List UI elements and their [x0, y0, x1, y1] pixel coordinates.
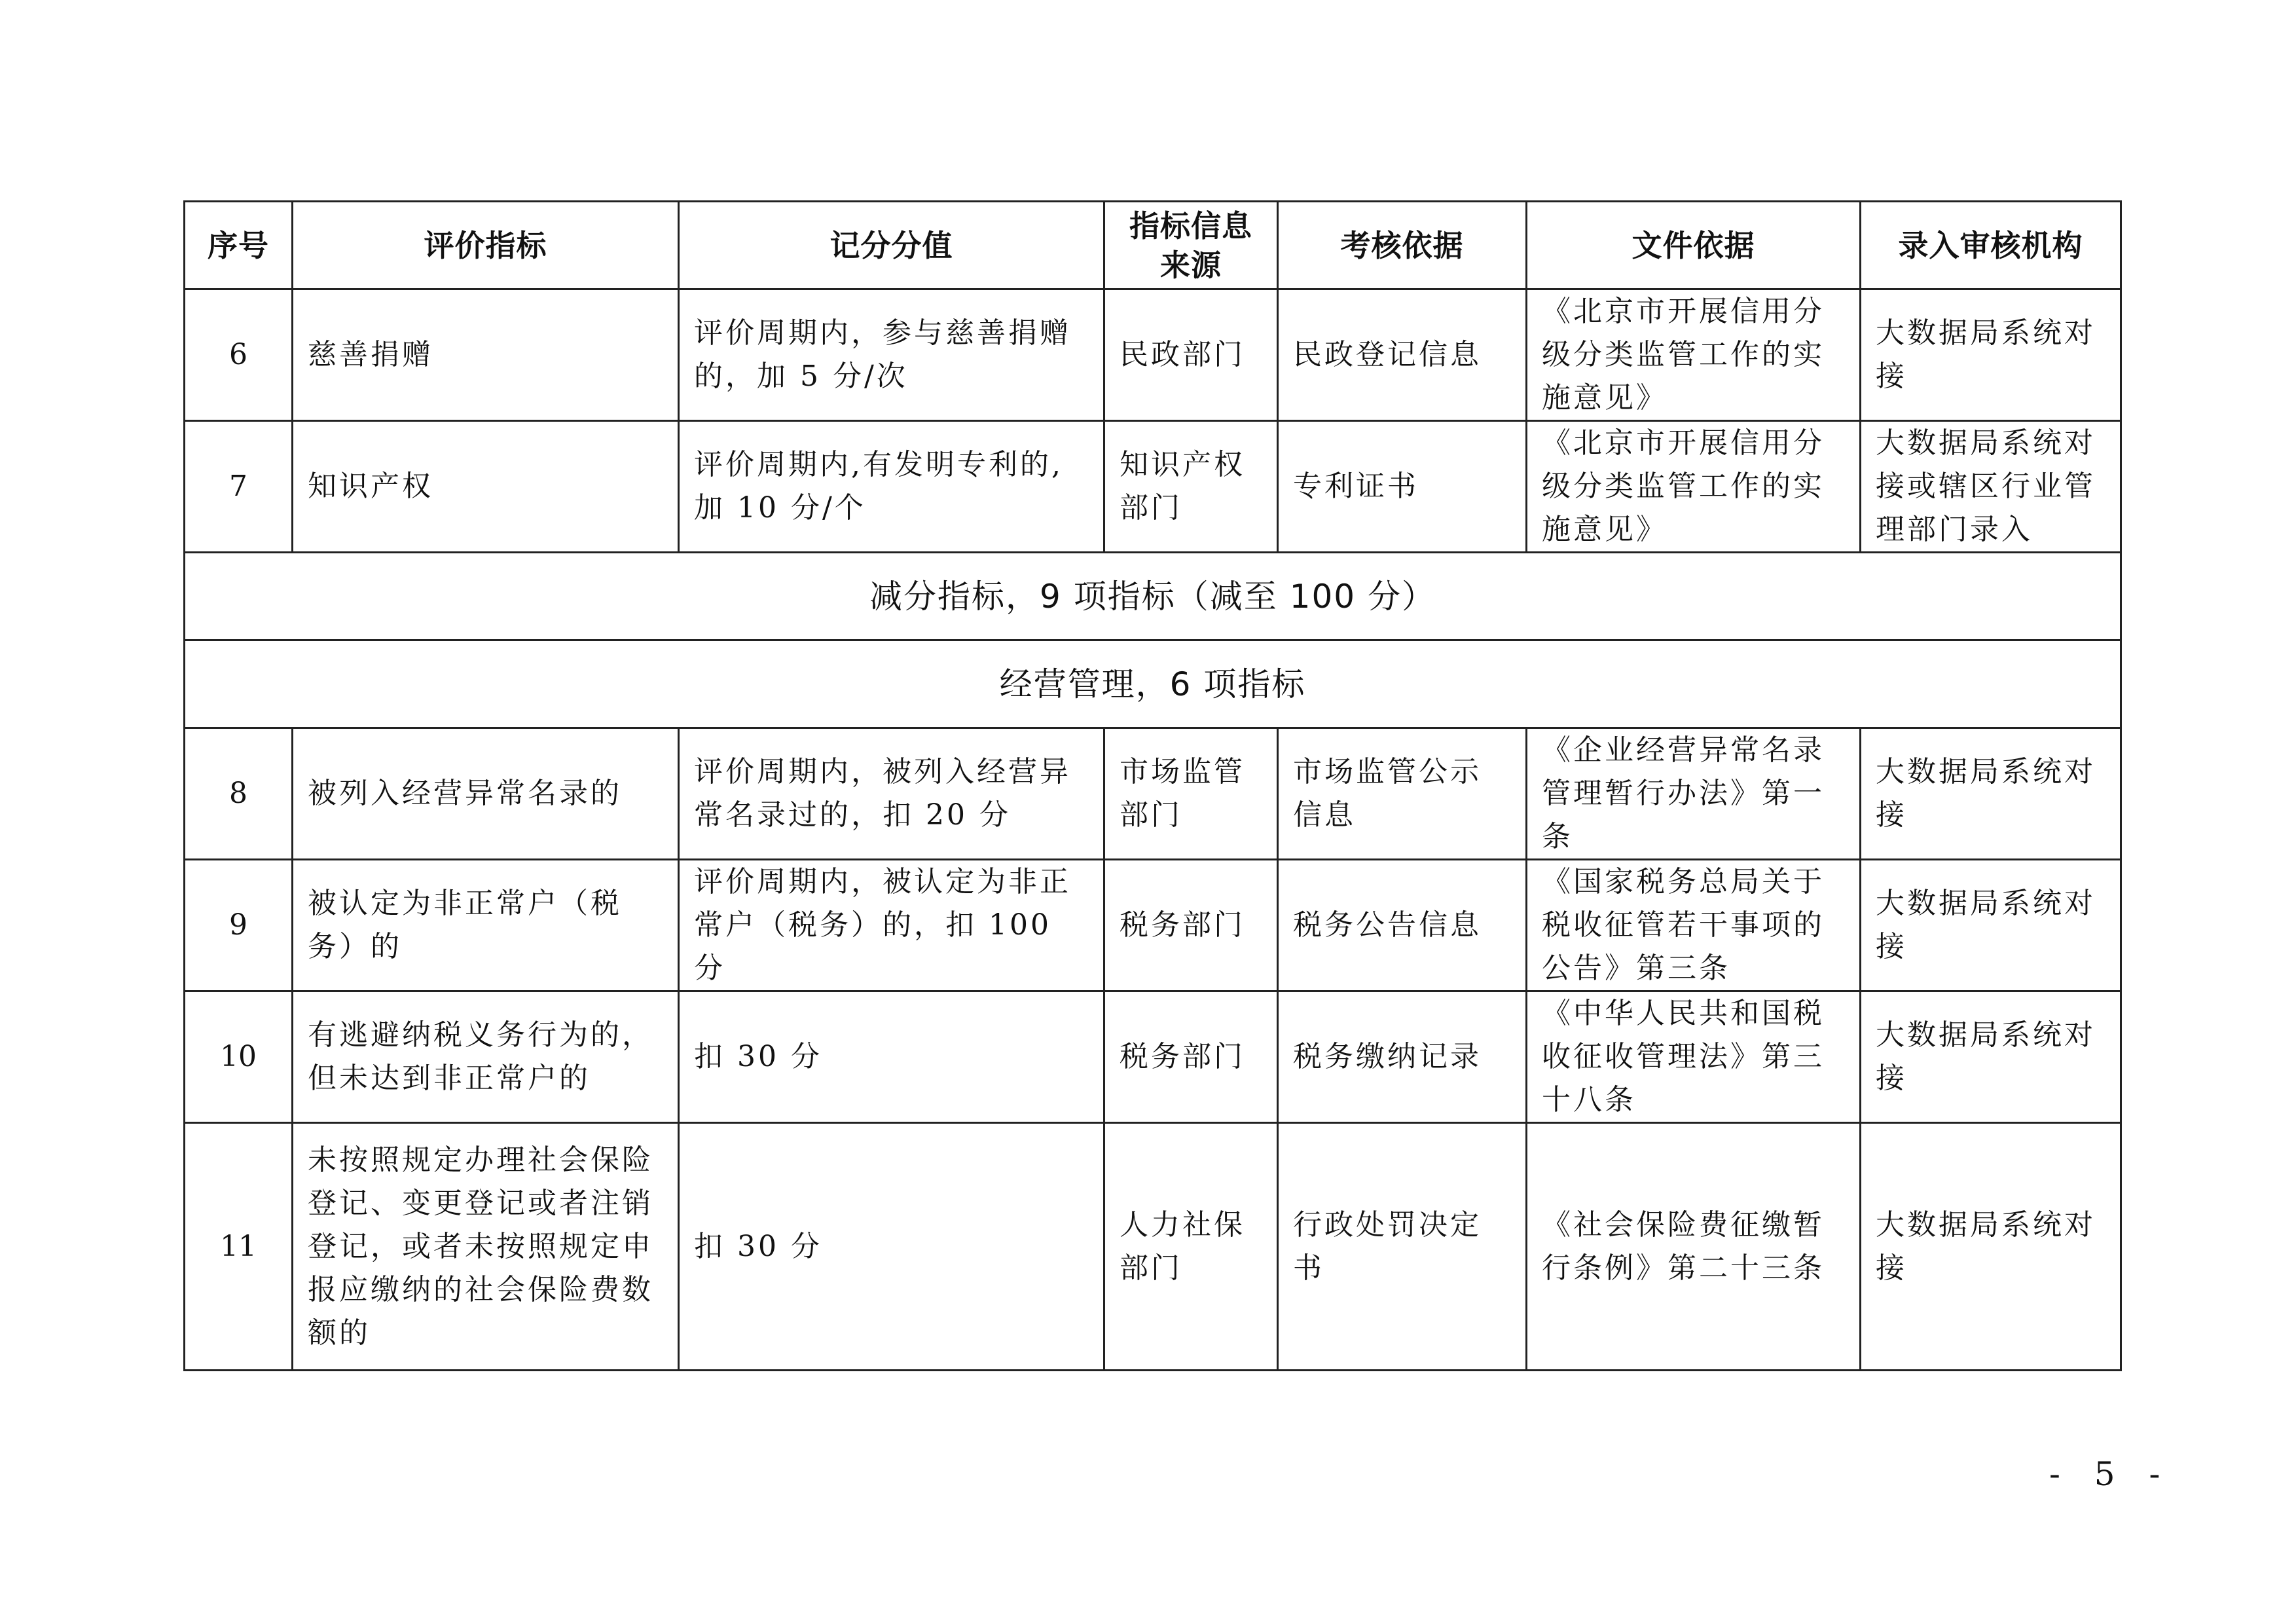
- header-cell-document: 文件依据: [1527, 202, 1861, 289]
- cell-basis: 行政处罚决定书: [1278, 1123, 1527, 1371]
- cell-indicator: 被认定为非正常户（税务）的: [293, 860, 679, 991]
- cell-score: 评价周期内，被列入经营异常名录过的，扣 20 分: [679, 728, 1104, 860]
- cell-score: 评价周期内，参与慈善捐赠的，加 5 分/次: [679, 289, 1104, 421]
- criteria-table: [183, 200, 2122, 1371]
- header-cell-no: 序号: [185, 202, 293, 289]
- cell-agency: 大数据局系统对接: [1861, 991, 2121, 1123]
- table-row: [185, 728, 2121, 860]
- cell-basis: 税务公告信息: [1278, 860, 1527, 991]
- cell-indicator: 知识产权: [293, 421, 679, 553]
- cell-no: 6: [185, 289, 293, 421]
- section-band-management: [185, 640, 2121, 728]
- table-row: [185, 991, 2121, 1123]
- cell-source: 税务部门: [1104, 860, 1278, 991]
- table-header-row: [185, 202, 2121, 289]
- cell-source: 人力社保部门: [1104, 1123, 1278, 1371]
- cell-agency: 大数据局系统对接: [1861, 728, 2121, 860]
- cell-indicator: 被列入经营异常名录的: [293, 728, 679, 860]
- cell-document: 《中华人民共和国税收征收管理法》第三十八条: [1527, 991, 1861, 1123]
- cell-score: 扣 30 分: [679, 991, 1104, 1123]
- cell-no: 9: [185, 860, 293, 991]
- cell-basis: 市场监管公示信息: [1278, 728, 1527, 860]
- cell-document: 《国家税务总局关于税收征管若干事项的公告》第三条: [1527, 860, 1861, 991]
- cell-agency: 大数据局系统对接: [1861, 289, 2121, 421]
- cell-basis: 专利证书: [1278, 421, 1527, 553]
- cell-score: 评价周期内,有发明专利的,加 10 分/个: [679, 421, 1104, 553]
- table-row: [185, 1123, 2121, 1371]
- cell-no: 10: [185, 991, 293, 1123]
- cell-score: 扣 30 分: [679, 1123, 1104, 1371]
- cell-source: 税务部门: [1104, 991, 1278, 1123]
- cell-indicator: 慈善捐赠: [293, 289, 679, 421]
- header-cell-agency: 录入审核机构: [1861, 202, 2121, 289]
- cell-source: 民政部门: [1104, 289, 1278, 421]
- header-cell-indicator: 评价指标: [293, 202, 679, 289]
- table-row: [185, 289, 2121, 421]
- header-cell-basis: 考核依据: [1278, 202, 1527, 289]
- header-cell-source: 指标信息 来源: [1104, 202, 1278, 289]
- cell-document: 《北京市开展信用分级分类监管工作的实施意见》: [1527, 421, 1861, 553]
- cell-basis: 民政登记信息: [1278, 289, 1527, 421]
- cell-agency: 大数据局系统对接或辖区行业管理部门录入: [1861, 421, 2121, 553]
- header-cell-score: 记分分值: [679, 202, 1104, 289]
- cell-source: 知识产权部门: [1104, 421, 1278, 553]
- cell-source: 市场监管部门: [1104, 728, 1278, 860]
- cell-basis: 税务缴纳记录: [1278, 991, 1527, 1123]
- section-band-deduction: [185, 553, 2121, 640]
- cell-indicator: 未按照规定办理社会保险登记、变更登记或者注销登记，或者未按照规定申报应缴纳的社会保险费数额的: [293, 1123, 679, 1371]
- cell-agency: 大数据局系统对接: [1861, 1123, 2121, 1371]
- cell-no: 11: [185, 1123, 293, 1371]
- cell-document: 《北京市开展信用分级分类监管工作的实施意见》: [1527, 289, 1861, 421]
- cell-no: 8: [185, 728, 293, 860]
- cell-indicator: 有逃避纳税义务行为的，但未达到非正常户的: [293, 991, 679, 1123]
- cell-document: 《企业经营异常名录管理暂行办法》第一条: [1527, 728, 1861, 860]
- cell-agency: 大数据局系统对接: [1861, 860, 2121, 991]
- cell-score: 评价周期内，被认定为非正常户（税务）的，扣 100 分: [679, 860, 1104, 991]
- cell-no: 7: [185, 421, 293, 553]
- section-title-deduction: 减分指标，9 项指标（减至 100 分）: [185, 553, 2121, 640]
- section-title-management: 经营管理，6 项指标: [185, 640, 2121, 728]
- cell-document: 《社会保险费征缴暂行条例》第二十三条: [1527, 1123, 1861, 1371]
- page-number: - 5 -: [2049, 1455, 2172, 1493]
- table-row: [185, 860, 2121, 991]
- table-row: [185, 421, 2121, 553]
